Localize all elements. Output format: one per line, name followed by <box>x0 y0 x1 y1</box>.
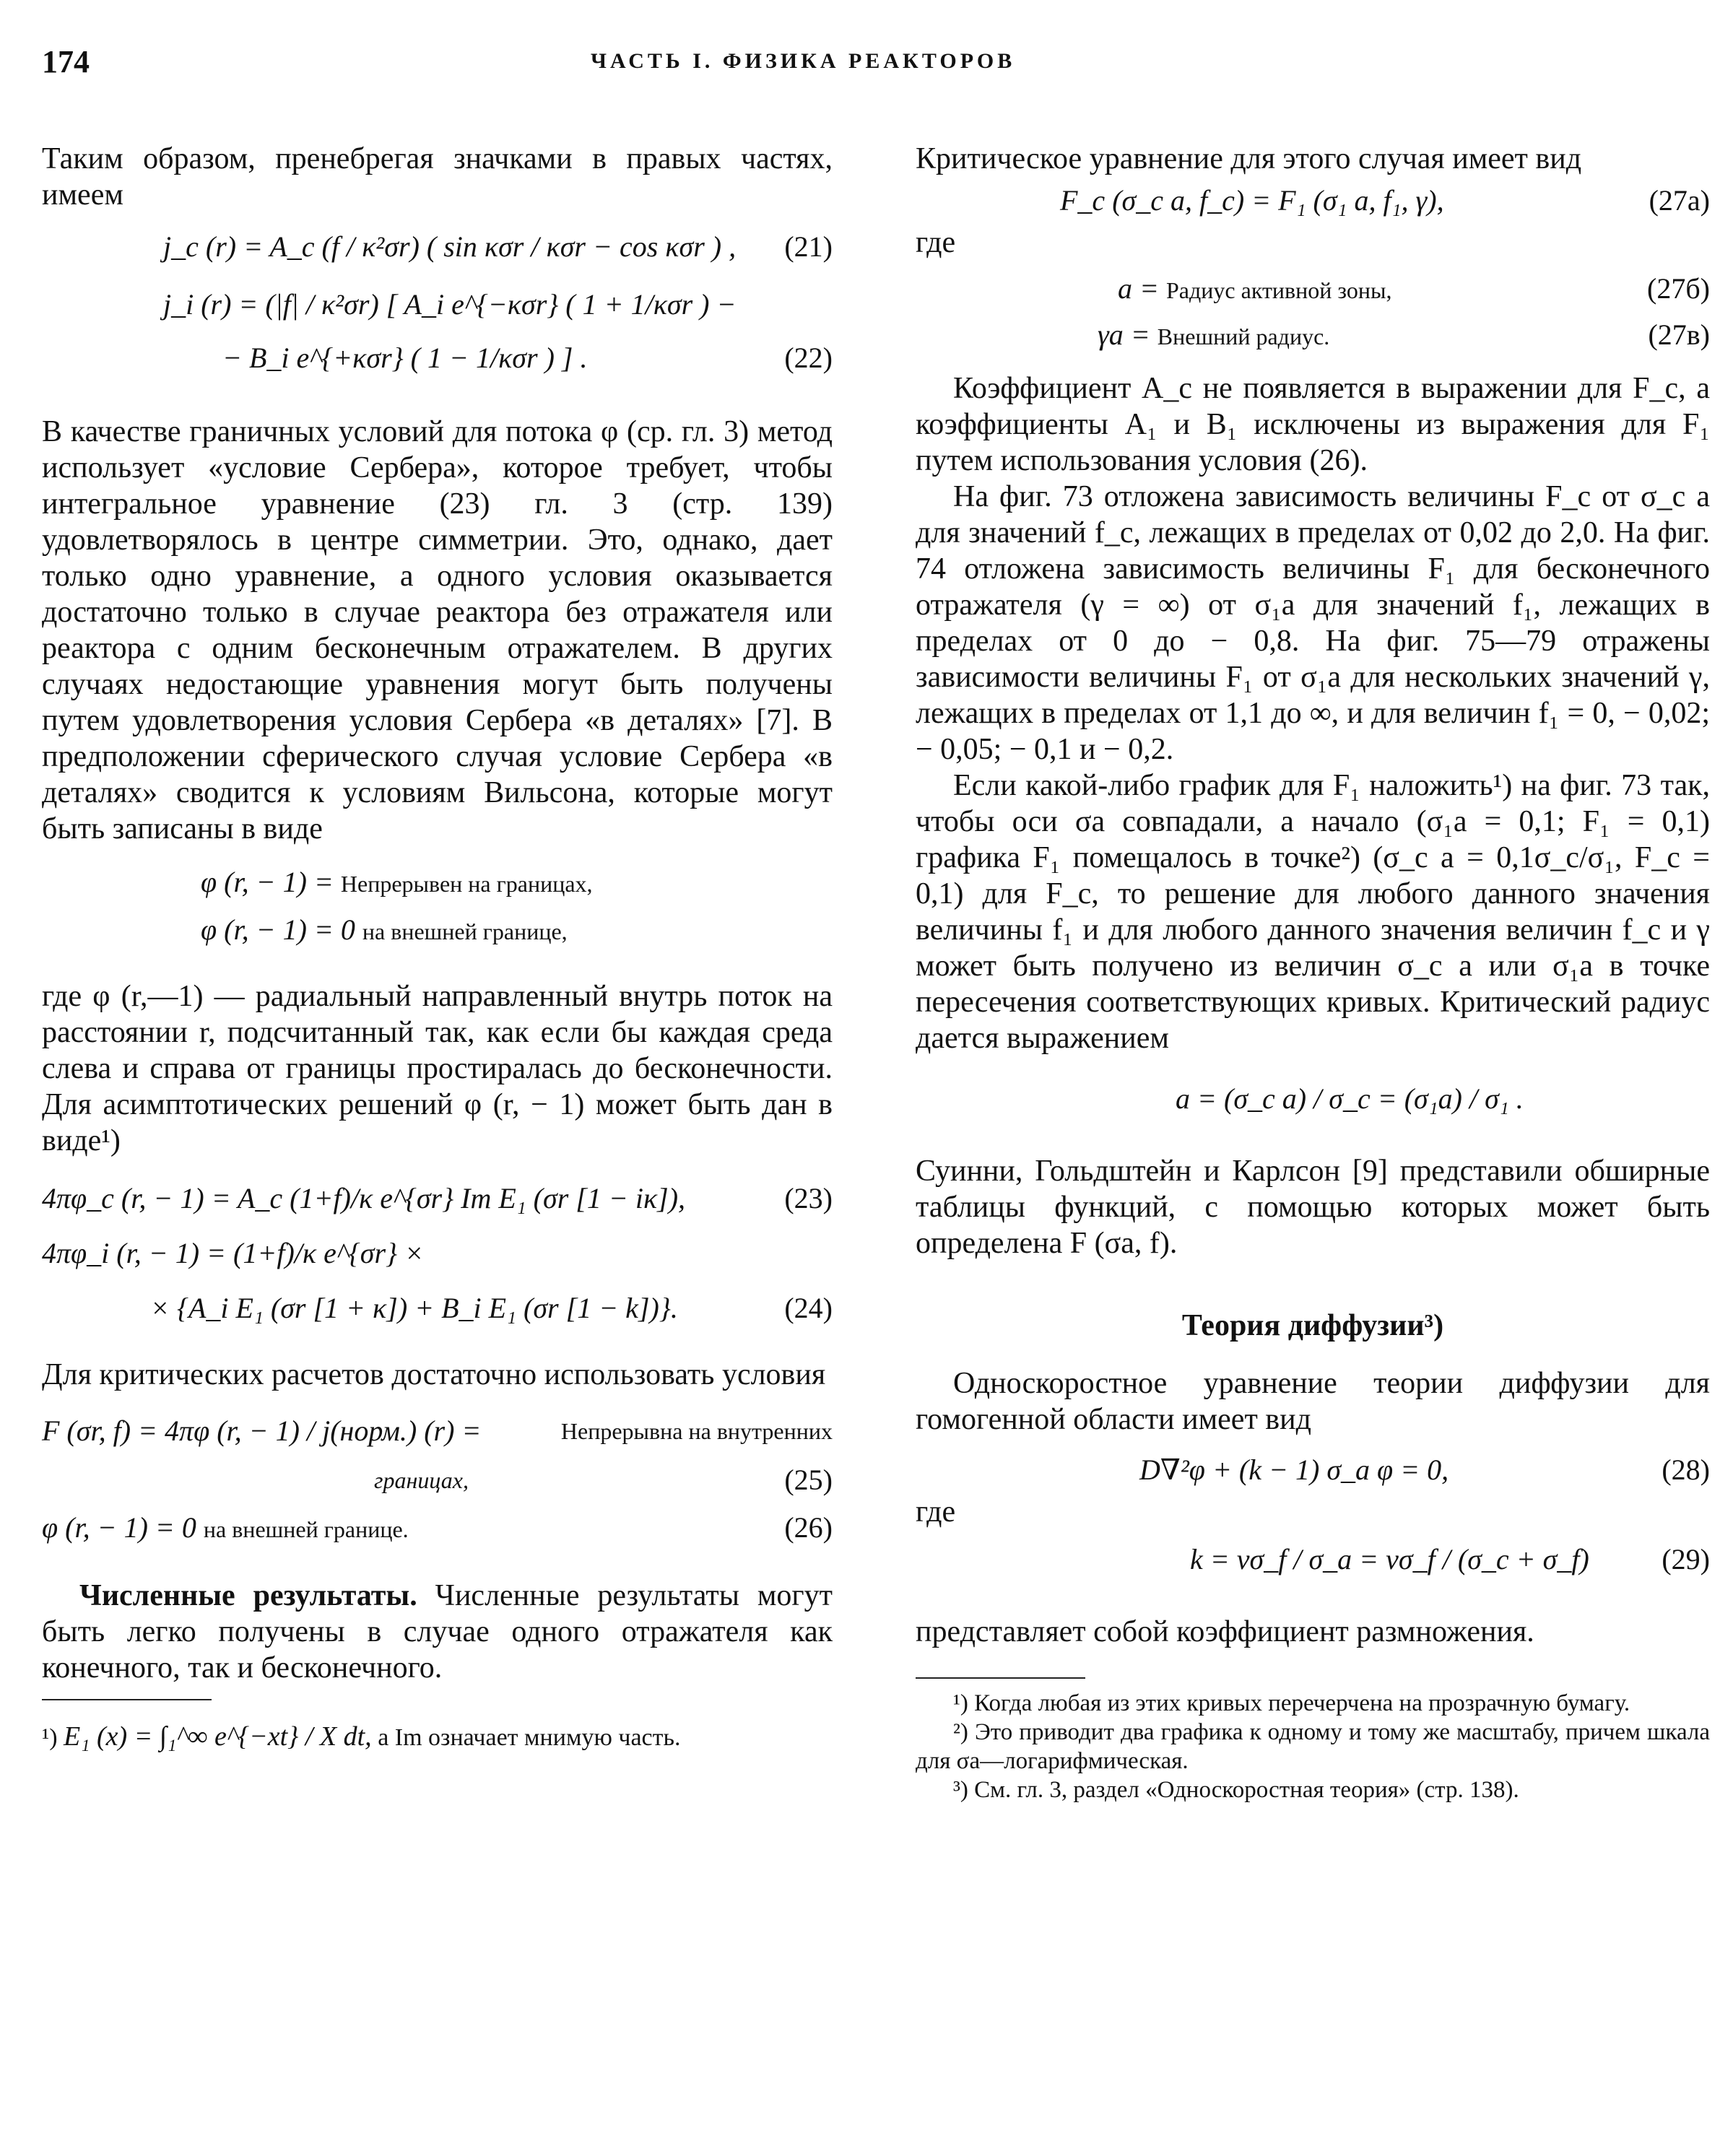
equation-26 <box>42 1510 833 1552</box>
paragraph: Если какой-либо график для F₁ наложить¹) на фиг. 73 так, чтобы оси σa совпадали, а начало (σ₁a = 0,1; F₁ = 0,1) графика F₁ помещалось в точке²) (σ_c a = 0,1σ_c/σ₁, F_c = 0,1) для F_c, то решение для любого данного значения величины f₁ и для любого данного значения величин f_c и γ может быть получено из величин σ_c a или σ₁a в точке пересечения соответствующих кривых. Критический радиус дается выражением <box>916 769 1710 1055</box>
equation-number: (23) <box>784 1182 833 1214</box>
where-word: где <box>916 226 956 259</box>
running-title: ЧАСТЬ I. ФИЗИКА РЕАКТОРОВ <box>591 49 1016 73</box>
equation-27b <box>916 271 1710 313</box>
paragraph: Таким образом, пренебрегая значками в правых частях, имеем <box>42 142 833 212</box>
equation-body: D∇²φ + (k − 1) σ_a φ = 0, <box>1139 1453 1449 1486</box>
section-heading: Теория диффузии³) <box>1181 1309 1444 1342</box>
footnote-rule <box>42 1699 212 1700</box>
paragraph: Критическое уравнение для этого случая имеет вид <box>916 142 1582 175</box>
condition-math: φ (r, − 1) = <box>201 866 334 898</box>
condition-text: Непрерывен на границах, <box>340 871 593 897</box>
equation-text: на внешней границе. <box>203 1516 409 1542</box>
paragraph: Для критических расчетов достаточно использовать условия <box>42 1358 826 1391</box>
equation-number: (22) <box>784 342 833 374</box>
footnote-2: ²) Это приводит два графика к одному и тому же масштабу, причем шкала для σa—логарифмическая. <box>916 1719 1710 1774</box>
equation-22-line2 <box>42 340 833 382</box>
equation-25-line2 <box>42 1462 833 1504</box>
equation-body: F_c (σ_c a, f_c) = F₁ (σ₁ a, f₁, γ), <box>1060 184 1444 217</box>
footnote-1: ¹) Когда любая из этих кривых перечерчена на прозрачную бумагу. <box>953 1690 1630 1716</box>
equation-number: (26) <box>784 1511 833 1544</box>
condition-text: на внешней границе, <box>362 918 568 944</box>
footnote-text: а Im означает мнимую часть. <box>378 1724 681 1751</box>
condition-math: φ (r, − 1) = 0 <box>201 913 355 946</box>
condition-2 <box>42 912 833 954</box>
equation-body: γa = <box>1098 318 1150 351</box>
equation-27c <box>916 317 1710 359</box>
equation-25 <box>42 1413 833 1455</box>
equation-number: (28) <box>1662 1453 1710 1486</box>
footnote-3: ³) См. гл. 3, раздел «Односкоростная теория» (стр. 138). <box>953 1777 1519 1803</box>
equation-number: (27а) <box>1649 184 1710 217</box>
equation-22-line1 <box>42 287 833 329</box>
equation-body: 4πφ_i (r, − 1) = (1+f)/κ e^{σr} × <box>42 1237 425 1269</box>
equation-body: − B_i e^{+κσr} ( 1 − 1/κσr ) ] . <box>222 342 588 374</box>
paragraph: На фиг. 73 отложена зависимость величины F_c от σ_c a для значений f_c, лежащих в пределах от 0,02 до 2,0. На фиг. 74 отложена зависимость величины F₁ для бесконечного отражателя (γ = ∞) от σ₁a для значений f₁, лежащих в пределах от 0 до − 0,8. На фиг. 75—79 отражены зависимости величины F₁ от σ₁a для нескольких значений γ, лежащих в пределах от 1,1 до ∞, и для величин f₁ = 0, − 0,02; − 0,05; − 0,1 и − 0,2. <box>916 480 1710 766</box>
paragraph: В качестве граничных условий для потока φ (ср. гл. 3) метод использует «условие Сербера», которое требует, чтобы интегральное уравнение (23) гл. 3 (стр. 139) удовлетворялось в центре симметрии. Это, однако, дает только одно уравнение, а одного условия оказывается достаточно только в случае реактора без отражателя или реактора с одним бесконечным отражателем. В других случаях недостающие уравнения могут быть получены путем удовлетворения условия Сербера «в деталях» [7]. В предположении сферического случая условие Сербера «в деталях» сводится к условиям Вильсона, которые могут быть записаны в виде <box>42 415 833 846</box>
equation-number: (27б) <box>1647 272 1710 305</box>
equation-text: границах, <box>374 1467 469 1493</box>
equation-number: (21) <box>784 230 833 263</box>
footnote-math: E₁ (x) = ∫₁^∞ e^{−xt} / X dt, <box>64 1721 372 1752</box>
paragraph: где φ (r,—1) — радиальный направленный внутрь поток на расстоянии r, подсчитанный так, как если бы каждая среда слева и справа от границы простиралась до бесконечности. Для асимптотических решений φ (r, − 1) может быть дан в виде¹) <box>42 980 833 1157</box>
footnote-1 <box>42 1722 833 1752</box>
equation-body: F (σr, f) = 4πφ (r, − 1) / j(норм.) (r) = <box>42 1414 482 1447</box>
equation-text: Радиус активной зоны, <box>1166 277 1392 303</box>
equation-text: Внешний радиус. <box>1157 323 1330 349</box>
equation-number: (27в) <box>1648 318 1710 351</box>
page-number: 174 <box>42 44 90 79</box>
equation-21 <box>42 229 833 271</box>
paragraph: представляет собой коэффициент размножения. <box>916 1615 1534 1648</box>
left-column <box>42 141 833 1752</box>
paragraph-numerical-results <box>42 1578 833 1686</box>
equation-text: Непрерывна на внутренних <box>560 1418 833 1444</box>
equation-24-line2 <box>42 1290 833 1332</box>
equation-27a <box>916 183 1710 225</box>
page-header <box>42 43 1695 87</box>
footnote-rule <box>916 1677 1085 1679</box>
equation-body: 4πφ_c (r, − 1) = A_c (1+f)/κ e^{σr} Im E₁ (σr [1 − iκ]), <box>42 1182 686 1214</box>
footnote-marker: ¹) <box>42 1724 58 1751</box>
equation-body: k = νσ_f / σ_a = νσ_f / (σ_c + σ_f) <box>1190 1543 1589 1575</box>
run-in-heading: Численные результаты. <box>79 1579 417 1612</box>
equation-body: a = (σ_c a) / σ_c = (σ₁a) / σ₁ . <box>1176 1082 1524 1115</box>
equation-body: j_c (r) = A_c (f / κ²σr) ( sin κσr / κσr − cos κσr ) , <box>163 230 737 263</box>
equation-number: (24) <box>784 1292 833 1324</box>
paragraph: Односкоростное уравнение теории диффузии для гомогенной области имеет вид <box>916 1367 1710 1436</box>
where-word: где <box>916 1495 956 1529</box>
condition-1 <box>42 864 833 906</box>
equation-body: φ (r, − 1) = 0 <box>42 1511 196 1544</box>
paragraph: Коэффициент A_c не появляется в выражении для F_c, а коэффициенты A₁ и B₁ исключены из выражения для F₁ путем использования условия (26). <box>916 372 1710 477</box>
equation-body: a = <box>1118 272 1159 305</box>
equation-body: × {A_i E₁ (σr [1 + κ]) + B_i E₁ (σr [1 − k])}. <box>150 1292 678 1324</box>
equation-23 <box>42 1181 833 1222</box>
equation-number: (29) <box>1662 1543 1710 1575</box>
equation-28 <box>916 1452 1710 1494</box>
paragraph: Суинни, Гольдштейн и Карлсон [9] представили обширные таблицы функций, с помощью которых может быть определена F (σa, f). <box>916 1155 1710 1260</box>
equation-29 <box>916 1537 1710 1588</box>
right-column <box>916 141 1710 1804</box>
equation-critical-radius <box>916 1074 1710 1131</box>
paragraph-text: Численные результаты могут быть легко получены в случае одного отражателя как конечного, так и бесконечного. <box>42 1579 833 1685</box>
equation-body: j_i (r) = (|f| / κ²σr) [ A_i e^{−κσr} ( 1 + 1/κσr ) − <box>163 288 737 321</box>
equation-24-line1 <box>42 1235 833 1277</box>
equation-number: (25) <box>784 1464 833 1496</box>
